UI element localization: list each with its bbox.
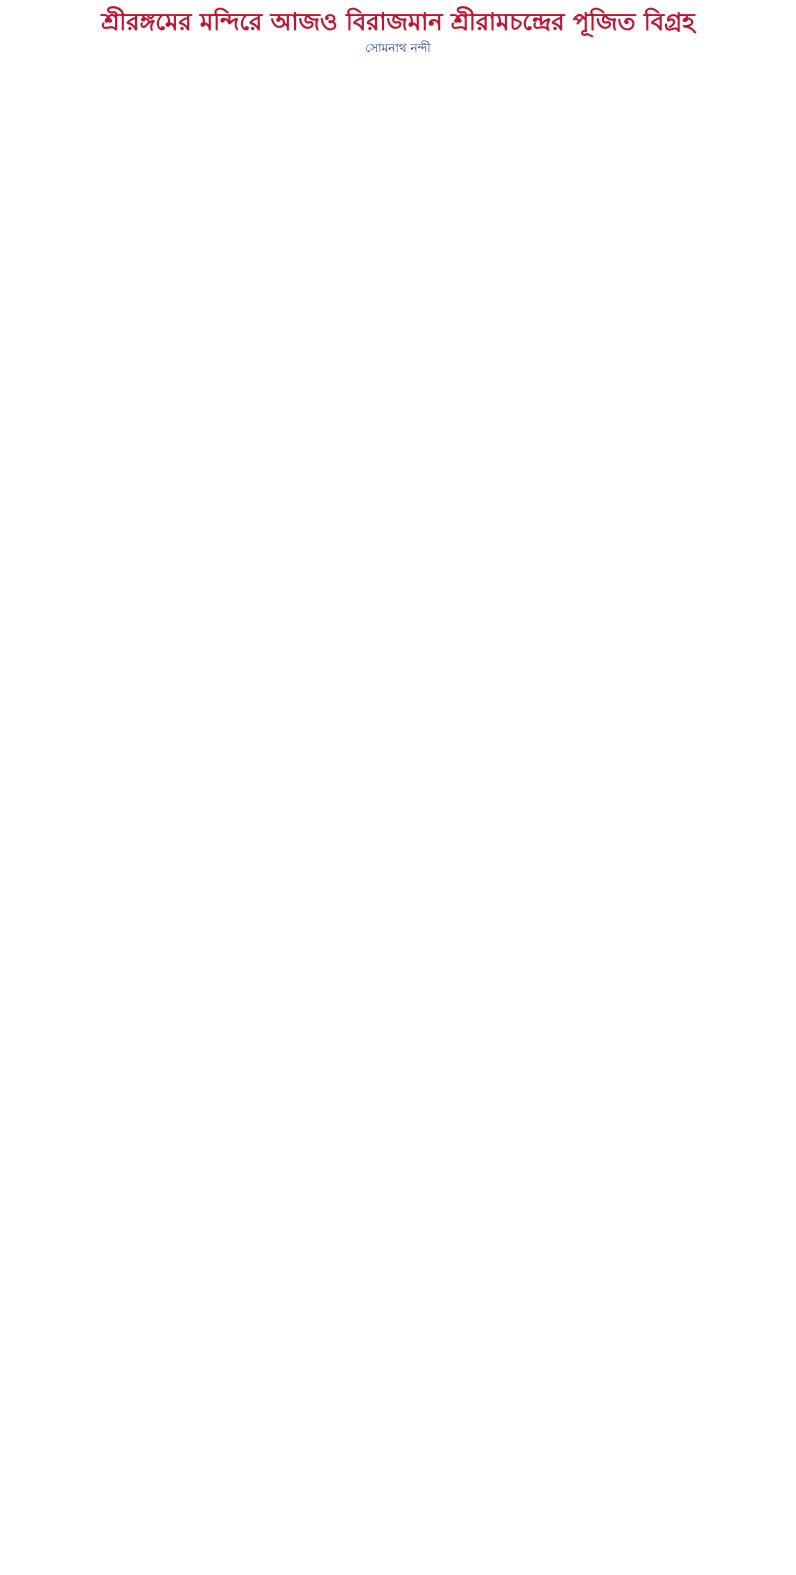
- paragraph: [10, 400, 786, 420]
- paragraph: [10, 232, 786, 252]
- paragraph: [10, 337, 786, 357]
- paragraph: [10, 274, 786, 294]
- paragraph: [10, 148, 786, 168]
- paragraph: [10, 295, 786, 315]
- paragraph: [10, 127, 786, 147]
- paragraph: [10, 463, 786, 483]
- paragraph: [10, 106, 786, 126]
- paragraph: [10, 211, 786, 231]
- paragraph: [10, 379, 786, 399]
- paragraph: [10, 421, 786, 441]
- paragraph: [10, 190, 786, 210]
- paragraph: [10, 85, 786, 105]
- paragraph: [10, 169, 786, 189]
- paragraph: [10, 64, 786, 84]
- article-title: শ্রীরঙ্গমের মন্দিরে আজও বিরাজমান শ্রীরামচন্দ্রের পূজিত বিগ্রহ: [101, 7, 695, 36]
- paragraph: [10, 316, 786, 336]
- paragraph: [10, 358, 786, 378]
- article-body: [10, 64, 786, 483]
- paragraph: [10, 442, 786, 462]
- author-name: সোমনাথ নন্দী: [365, 41, 431, 55]
- paragraph: [10, 253, 786, 273]
